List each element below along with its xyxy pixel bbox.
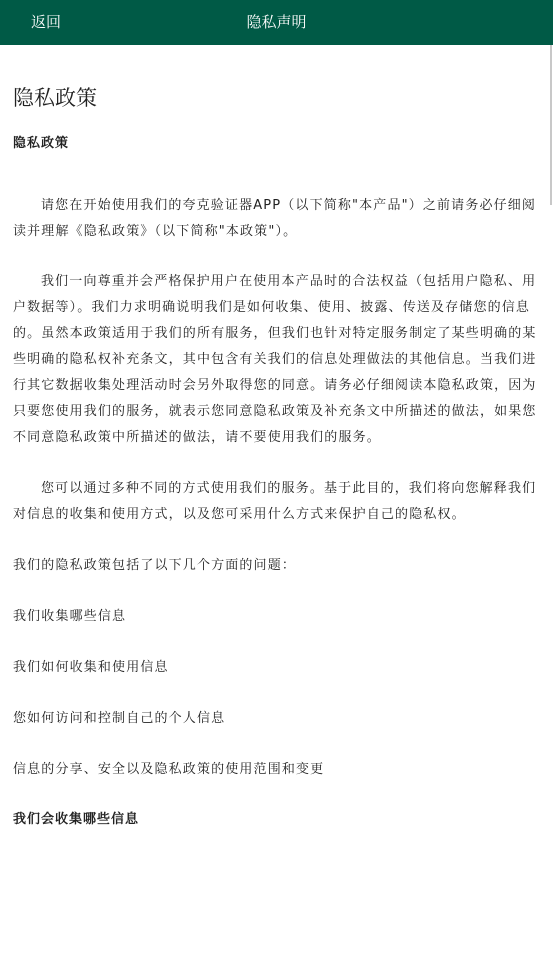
navigation-bar bbox=[0, 0, 553, 45]
next-section-heading: 我们会收集哪些信息 bbox=[13, 812, 140, 827]
usage-paragraph: 您可以通过多种不同的方式使用我们的服务。基于此目的，我们将向您解释我们对信息的收集和使用方式，以及您可采用什么方式来保护自己的隐私权。 bbox=[13, 481, 537, 522]
policy-paragraph: 我们一向尊重并会严格保护用户在使用本产品时的合法权益（包括用户隐私、用户数据等）。我们力求明确说明我们是如何收集、使用、披露、传送及存储您的信息的。虽然本政策适用于我们的所有服务，但我们也针对特定服务制定了某些明确的某些明确的隐私权补充条文，其中包含有关我们的信息处理做法的其他信息。当我们进行其它数据收集处理活动时会另外取得您的同意。请务必仔细阅读本隐私政策，因为只要您使用我们的服务，就表示您同意隐私政策及补充条文中所描述的做法，如果您不同意隐私政策中所描述的做法，请不要使用我们的服务。 bbox=[13, 274, 537, 445]
section-heading: 隐私政策 bbox=[13, 136, 70, 151]
privacy-content-scroll[interactable] bbox=[0, 45, 553, 973]
page-title: 隐私政策 bbox=[13, 86, 97, 110]
privacy-content bbox=[0, 84, 553, 831]
list-item: 信息的分享、安全以及隐私政策的使用范围和变更 bbox=[13, 762, 325, 777]
intro-paragraph: 请您在开始使用我们的夸克验证器APP（以下简称"本产品"）之前请务必仔细阅读并理解《隐私政策》（以下简称"本政策"）。 bbox=[13, 198, 537, 239]
list-item: 我们收集哪些信息 bbox=[13, 609, 127, 624]
list-item: 您如何访问和控制自己的个人信息 bbox=[13, 711, 226, 726]
list-item: 我们如何收集和使用信息 bbox=[13, 660, 169, 675]
nav-title: 隐私声明 bbox=[246, 13, 307, 31]
back-button[interactable]: 返回 bbox=[31, 13, 62, 31]
list-intro: 我们的隐私政策包括了以下几个方面的问题： bbox=[13, 558, 297, 573]
scrollbar-thumb[interactable] bbox=[550, 45, 552, 205]
